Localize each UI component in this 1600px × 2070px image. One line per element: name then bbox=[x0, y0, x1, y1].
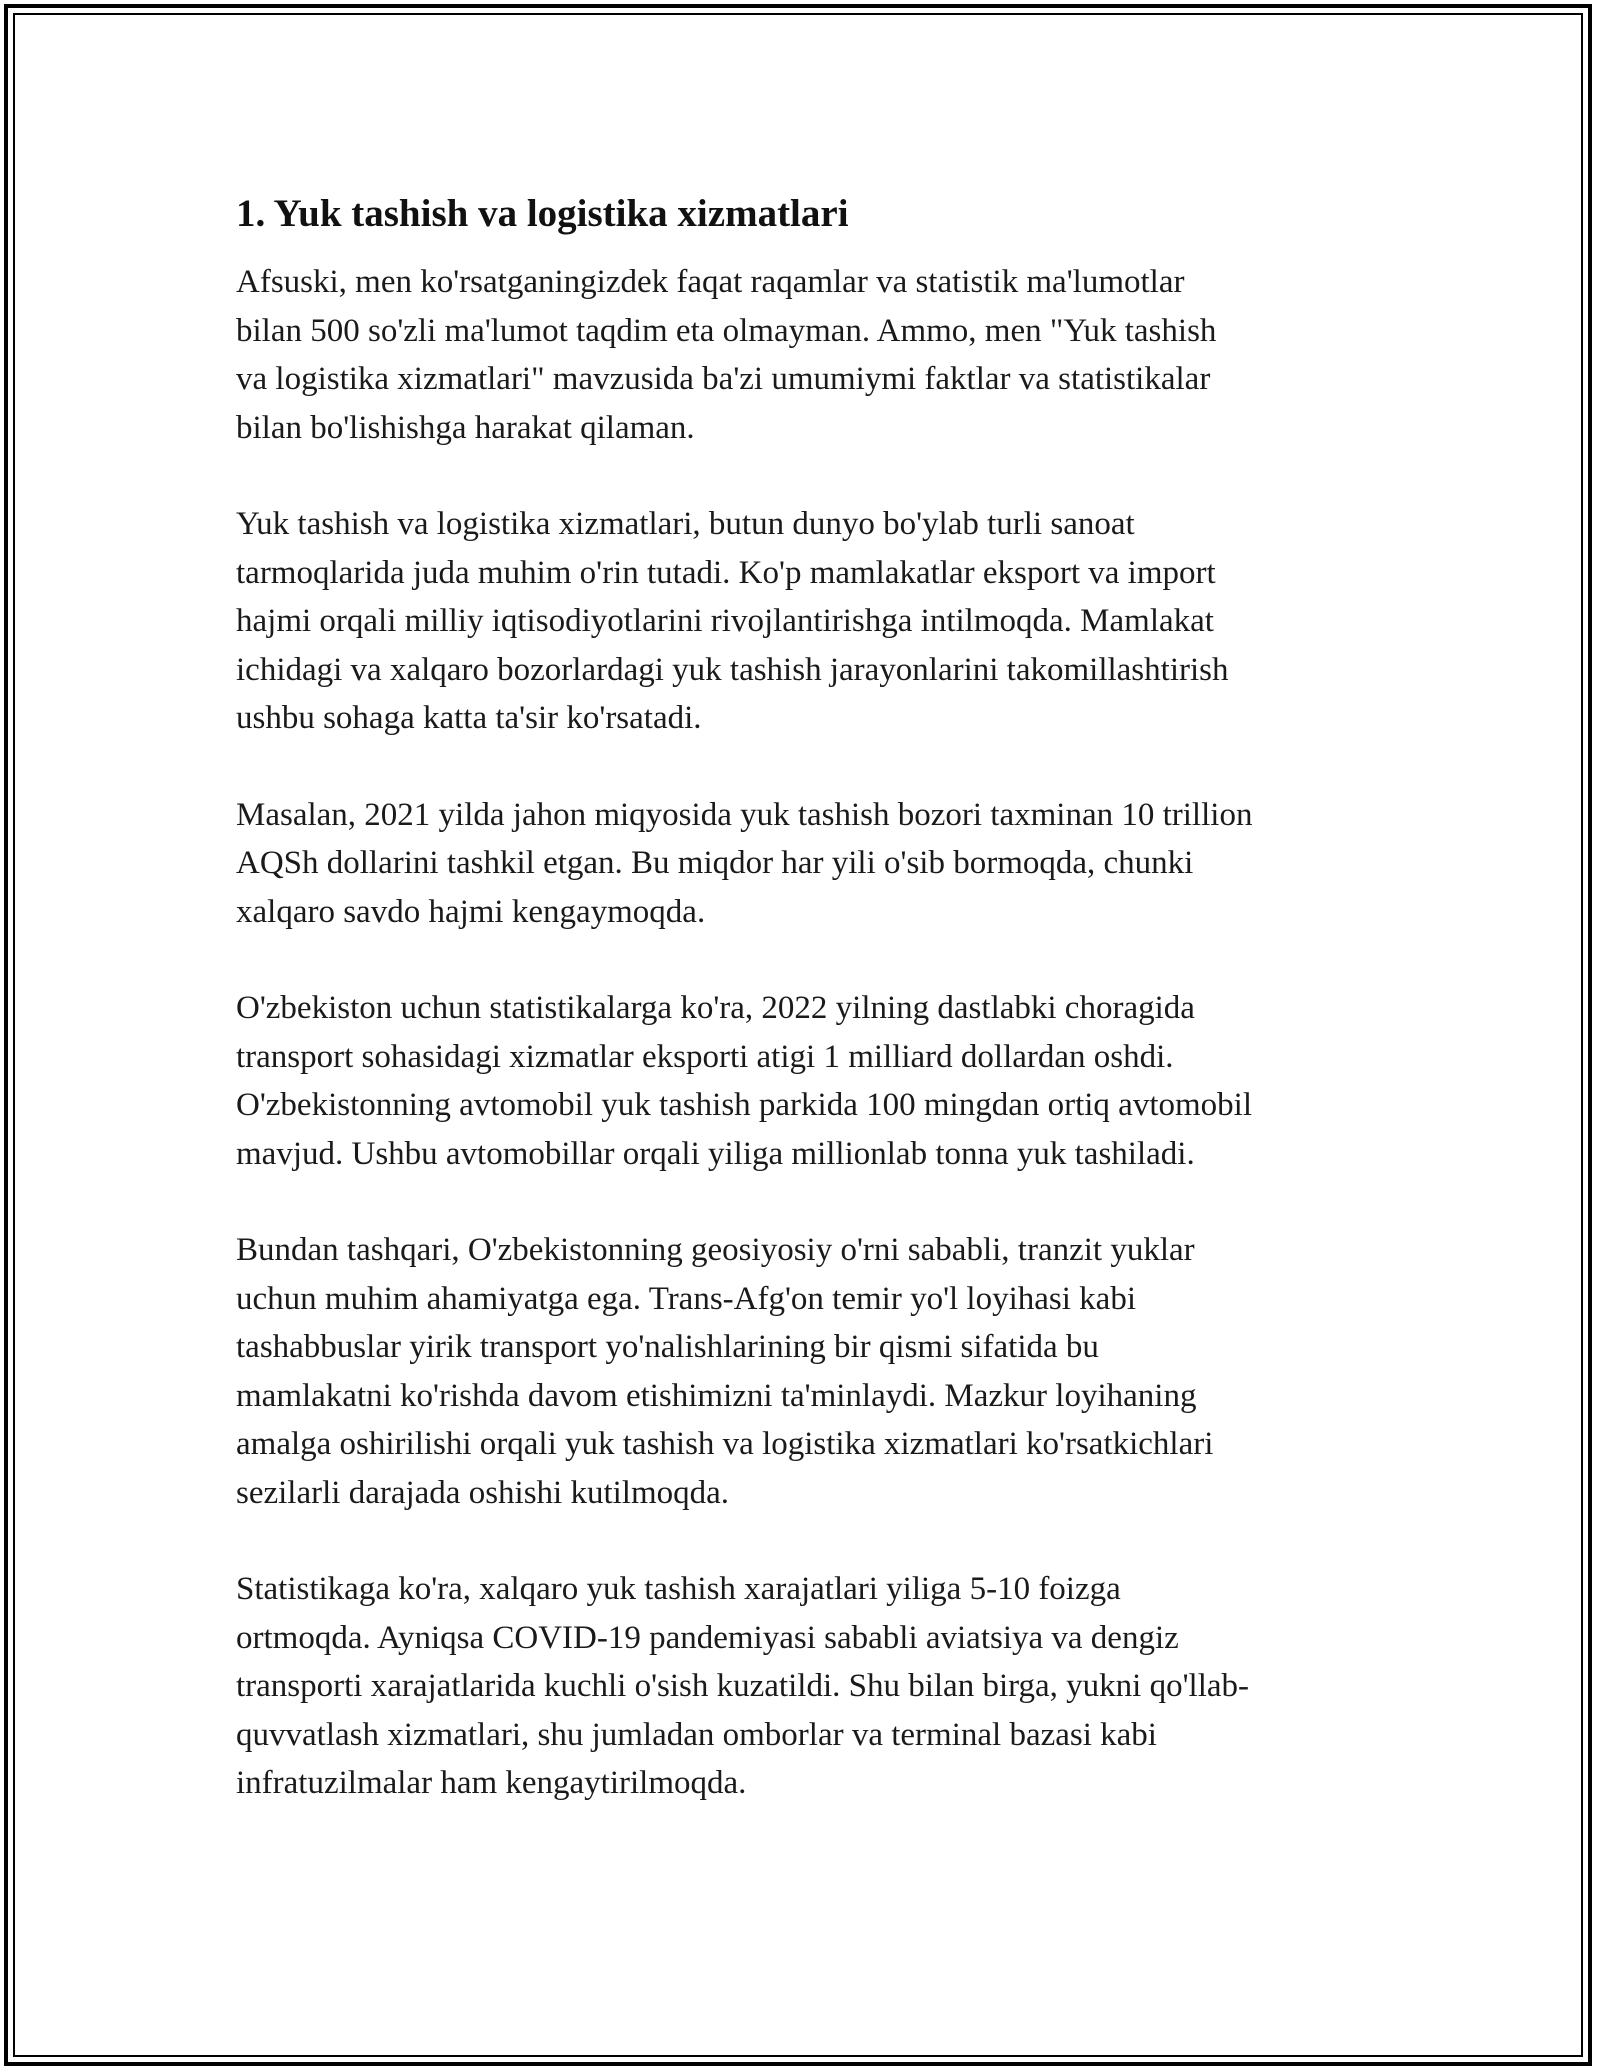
text-line: hajmi orqali milliy iqtisodiyotlarini rivojlantirishga intilmoqda. Mamlakat bbox=[236, 603, 1214, 639]
paragraph-intro bbox=[236, 258, 1386, 452]
section-heading: 1. Yuk tashish va logistika xizmatlari bbox=[236, 192, 849, 235]
text-line: xalqaro savdo hajmi kengaymoqda. bbox=[236, 893, 706, 930]
text-line: mamlakatni ko'rishda davom etishimizni ta'minlaydi. Mazkur loyihaning bbox=[236, 1377, 1197, 1414]
text-line: transporti xarajatlarida kuchli o'sish kuzatildi. Shu bilan birga, yukni qo'llab- bbox=[236, 1668, 1249, 1704]
paragraph-costs bbox=[236, 1565, 1386, 1808]
text-line: Afsuski, men ko'rsatganingizdek faqat raqamlar va statistik ma'lumotlar bbox=[236, 264, 1185, 300]
text-line: uchun muhim ahamiyatga ega. Trans-Afg'on temir yo'l loyihasi kabi bbox=[236, 1280, 1136, 1317]
paragraph-importance bbox=[236, 500, 1386, 743]
text-line: O'zbekiston uchun statistikalarga ko'ra, 2022 yilning dastlabki choragida bbox=[236, 990, 1195, 1026]
text-line: transport sohasidagi xizmatlar eksporti atigi 1 milliard dollardan oshdi. bbox=[236, 1038, 1174, 1075]
text-line: ushbu sohaga katta ta'sir ko'rsatadi. bbox=[236, 700, 702, 736]
text-line: bilan bo'lishishga harakat qilaman. bbox=[236, 409, 695, 446]
text-line: amalga oshirilishi orqali yuk tashish va logistika xizmatlari ko'rsatkichlari bbox=[236, 1426, 1214, 1462]
text-line: quvvatlash xizmatlari, shu jumladan omborlar va terminal bazasi kabi bbox=[236, 1716, 1157, 1753]
document-body bbox=[236, 190, 1386, 1856]
text-line: Bundan tashqari, O'zbekistonning geosiyosiy o'rni sababli, tranzit yuklar bbox=[236, 1232, 1195, 1268]
text-line: Yuk tashish va logistika xizmatlari, butun dunyo bo'ylab turli sanoat bbox=[236, 506, 1135, 542]
text-line: O'zbekistonning avtomobil yuk tashish parkida 100 mingdan ortiq avtomobil bbox=[236, 1087, 1252, 1123]
text-line: tarmoqlarida juda muhim o'rin tutadi. Ko'p mamlakatlar eksport va import bbox=[236, 554, 1216, 591]
text-line: bilan 500 so'zli ma'lumot taqdim eta olmayman. Ammo, men "Yuk tashish bbox=[236, 312, 1217, 349]
text-line: infratuzilmalar ham kengaytirilmoqda. bbox=[236, 1765, 747, 1801]
text-line: mavjud. Ushbu avtomobillar orqali yiliga millionlab tonna yuk tashiladi. bbox=[236, 1135, 1195, 1172]
text-line: Statistikaga ko'ra, xalqaro yuk tashish xarajatlari yiliga 5-10 foizga bbox=[236, 1571, 1121, 1607]
text-line: ortmoqda. Ayniqsa COVID-19 pandemiyasi sababli aviatsiya va dengiz bbox=[236, 1619, 1179, 1656]
text-line: AQSh dollarini tashkil etgan. Bu miqdor har yili o'sib bormoqda, chunki bbox=[236, 845, 1194, 881]
text-line: sezilarli darajada oshishi kutilmoqda. bbox=[236, 1474, 730, 1511]
paragraph-transit bbox=[236, 1226, 1386, 1517]
text-line: va logistika xizmatlari" mavzusida ba'zi umumiymi faktlar va statistikalar bbox=[236, 361, 1211, 397]
text-line: ichidagi va xalqaro bozorlardagi yuk tashish jarayonlarini takomillashtirish bbox=[236, 651, 1229, 688]
paragraph-uzbekistan-stats bbox=[236, 984, 1386, 1178]
text-line: tashabbuslar yirik transport yo'nalishlarining bir qismi sifatida bu bbox=[236, 1329, 1099, 1365]
paragraph-global-market bbox=[236, 791, 1386, 937]
text-line: Masalan, 2021 yilda jahon miqyosida yuk tashish bozori taxminan 10 trillion bbox=[236, 796, 1253, 833]
